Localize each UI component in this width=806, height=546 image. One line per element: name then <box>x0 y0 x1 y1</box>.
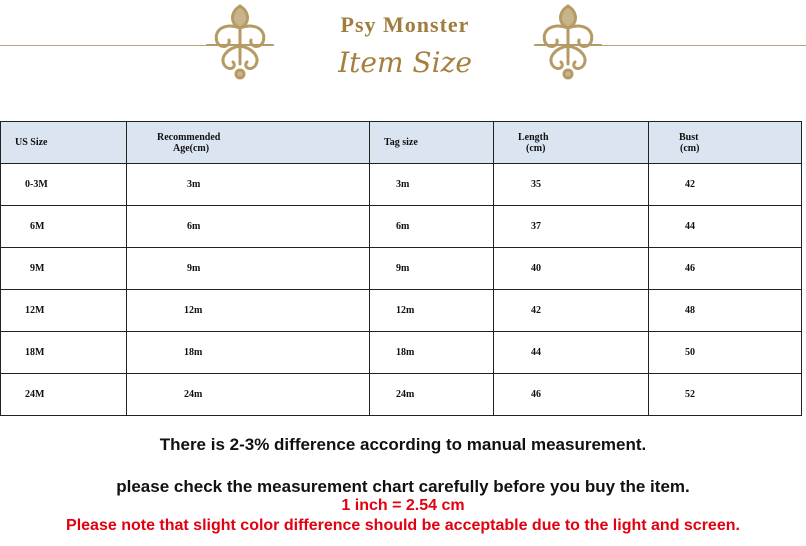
table-header-row <box>1 122 802 164</box>
cell-length: 44 <box>494 332 649 374</box>
cell-recommended-age: 6m <box>127 206 370 248</box>
cell-us-size: 0-3M <box>1 164 127 206</box>
cell-bust: 52 <box>649 374 802 416</box>
cell-length: 35 <box>494 164 649 206</box>
header-rule-right <box>585 45 806 46</box>
inch-conversion-note: 1 inch = 2.54 cm <box>341 497 465 514</box>
cell-tag-size: 24m <box>370 374 494 416</box>
column-header-tag-size <box>370 122 494 164</box>
cell-recommended-age: 9m <box>127 248 370 290</box>
check-chart-note: please check the measurement chart carefully before you buy the item. <box>116 477 690 496</box>
cell-bust: 42 <box>649 164 802 206</box>
cell-length: 37 <box>494 206 649 248</box>
cell-recommended-age: 18m <box>127 332 370 374</box>
cell-bust: 48 <box>649 290 802 332</box>
column-header-recommended-age <box>127 122 370 164</box>
column-header-unit: (cm) <box>680 142 700 154</box>
column-header-bust <box>649 122 802 164</box>
cell-length: 42 <box>494 290 649 332</box>
cell-recommended-age: 24m <box>127 374 370 416</box>
table-row <box>1 332 802 374</box>
column-header-label: Tag size <box>384 137 418 148</box>
cell-bust: 44 <box>649 206 802 248</box>
header-rule-left <box>0 45 220 46</box>
column-header-unit: (cm) <box>526 142 546 154</box>
cell-tag-size: 12m <box>370 290 494 332</box>
table-row <box>1 164 802 206</box>
cell-length: 46 <box>494 374 649 416</box>
cell-bust: 50 <box>649 332 802 374</box>
column-header-unit: Age(cm) <box>173 142 210 154</box>
measurement-tolerance-note: There is 2-3% difference according to manual measurement. <box>159 435 647 454</box>
table-row <box>1 374 802 416</box>
brand-name: Psy Monster <box>340 12 470 37</box>
column-header-length <box>494 122 649 164</box>
color-difference-note: Please note that slight color difference should be acceptable due to the light and screen. <box>66 517 740 534</box>
table-row <box>1 248 802 290</box>
cell-us-size: 6M <box>1 206 127 248</box>
column-header-us-size <box>1 122 127 164</box>
column-header-label: US Size <box>15 137 48 148</box>
cell-tag-size: 9m <box>370 248 494 290</box>
size-chart-table <box>0 121 802 416</box>
cell-bust: 46 <box>649 248 802 290</box>
cell-tag-size: 3m <box>370 164 494 206</box>
column-header-label: Length <box>518 131 549 143</box>
cell-us-size: 24M <box>1 374 127 416</box>
cell-tag-size: 6m <box>370 206 494 248</box>
cell-tag-size: 18m <box>370 332 494 374</box>
cell-recommended-age: 12m <box>127 290 370 332</box>
column-header-label: Bust <box>679 131 699 143</box>
cell-us-size: 18M <box>1 332 127 374</box>
cell-us-size: 9M <box>1 248 127 290</box>
cell-recommended-age: 3m <box>127 164 370 206</box>
fleur-de-lis-flourish-icon <box>533 2 603 82</box>
column-header-label: Recommended <box>157 131 221 143</box>
page-title: Item Size <box>338 46 472 79</box>
table-row <box>1 206 802 248</box>
cell-length: 40 <box>494 248 649 290</box>
cell-us-size: 12M <box>1 290 127 332</box>
table-row <box>1 290 802 332</box>
